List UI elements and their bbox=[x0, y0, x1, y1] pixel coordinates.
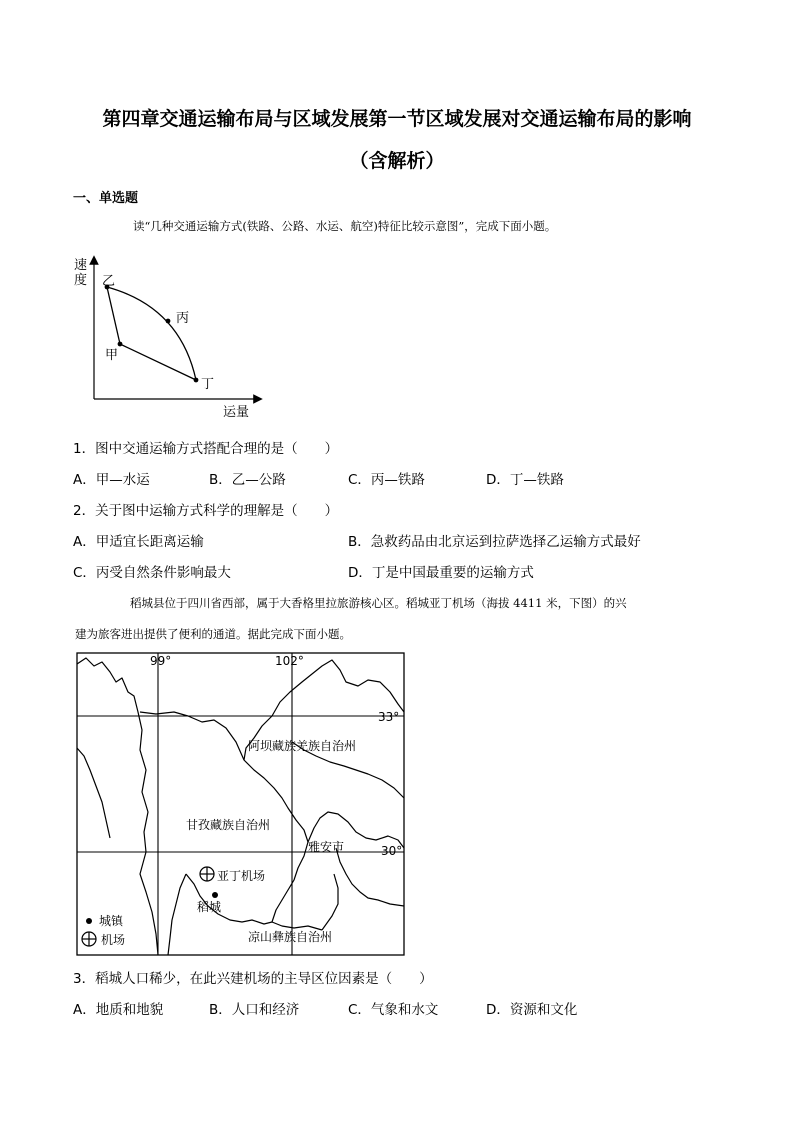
question-1-option-a[interactable]: A．甲—水运 bbox=[73, 472, 150, 488]
label-lon-102: 102° bbox=[275, 654, 304, 668]
legend-town-dot bbox=[86, 918, 92, 924]
question-1-option-d[interactable]: D．丁—铁路 bbox=[486, 472, 564, 488]
intro-text-2-line1: 稻城县位于四川省西部，属于大香格里拉旅游核心区。稻城亚丁机场（海拔 4411 米，下图）的兴 bbox=[130, 596, 627, 610]
question-1-option-b[interactable]: B．乙—公路 bbox=[209, 472, 286, 488]
town-dot-daocheng bbox=[212, 892, 218, 898]
x-axis-label: 运量 bbox=[223, 405, 250, 420]
label-bing: 丙 bbox=[176, 311, 190, 326]
label-lat-30: 30° bbox=[381, 844, 403, 858]
point-jia bbox=[118, 342, 123, 347]
question-3-option-d[interactable]: D．资源和文化 bbox=[486, 1002, 578, 1018]
label-airport: 亚丁机场 bbox=[217, 869, 266, 883]
label-daocheng: 稻城 bbox=[197, 900, 222, 914]
question-1-stem: 1．图中交通运输方式搭配合理的是（ ） bbox=[73, 441, 339, 457]
label-ding: 丁 bbox=[201, 377, 215, 392]
daocheng-map bbox=[76, 652, 406, 957]
label-lon-99: 99° bbox=[150, 654, 172, 668]
question-2-option-d[interactable]: D．丁是中国最重要的运输方式 bbox=[348, 565, 534, 581]
legend-airport-label: 机场 bbox=[101, 933, 126, 947]
legend-airport-icon bbox=[82, 932, 96, 946]
question-3-option-b[interactable]: B．人口和经济 bbox=[209, 1002, 300, 1018]
document-title-line1: 第四章交通运输布局与区域发展第一节区域发展对交通运输布局的影响 bbox=[102, 108, 692, 130]
point-ding bbox=[194, 378, 199, 383]
document-title-line2: （含解析） bbox=[349, 150, 445, 172]
label-aba: 阿坝藏族羌族自治州 bbox=[248, 739, 357, 753]
label-jia: 甲 bbox=[105, 348, 119, 363]
airport-icon bbox=[200, 867, 214, 881]
intro-text-1: 读“几种交通运输方式(铁路、公路、水运、航空)特征比较示意图”，完成下面小题。 bbox=[133, 219, 557, 233]
section-heading: 一、单选题 bbox=[73, 191, 139, 206]
map-frame bbox=[77, 653, 404, 955]
question-3-option-c[interactable]: C．气象和水文 bbox=[348, 1002, 439, 1018]
label-lat-33: 33° bbox=[378, 710, 400, 724]
label-ganzi: 甘孜藏族自治州 bbox=[186, 818, 271, 832]
question-2-option-a[interactable]: A．甲适宜长距离运输 bbox=[73, 534, 204, 550]
intro-text-2-line2: 建为旅客进出提供了便利的通道。据此完成下面小题。 bbox=[75, 627, 351, 641]
label-liangshan: 凉山彝族自治州 bbox=[248, 930, 333, 944]
label-yaan: 雅安市 bbox=[308, 840, 345, 854]
question-2-option-b[interactable]: B．急救药品由北京运到拉萨选择乙运输方式最好 bbox=[348, 534, 641, 550]
line-jia-ding bbox=[120, 344, 196, 380]
legend-town-label: 城镇 bbox=[99, 914, 124, 928]
question-3-stem: 3．稻城人口稀少，在此兴建机场的主导区位因素是（ ） bbox=[73, 971, 433, 987]
curve-yi-bing-ding bbox=[107, 287, 196, 380]
question-2-option-c[interactable]: C．丙受自然条件影响最大 bbox=[73, 565, 231, 581]
question-1-option-c[interactable]: C．丙—铁路 bbox=[348, 472, 425, 488]
line-yi-jia bbox=[107, 287, 120, 344]
transport-comparison-figure bbox=[70, 252, 270, 422]
y-axis-label: 速度 bbox=[74, 258, 88, 288]
point-bing bbox=[166, 319, 171, 324]
question-3-option-a[interactable]: A．地质和地貌 bbox=[73, 1002, 164, 1018]
question-2-stem: 2．关于图中运输方式科学的理解是（ ） bbox=[73, 503, 339, 519]
label-yi: 乙 bbox=[102, 274, 116, 289]
